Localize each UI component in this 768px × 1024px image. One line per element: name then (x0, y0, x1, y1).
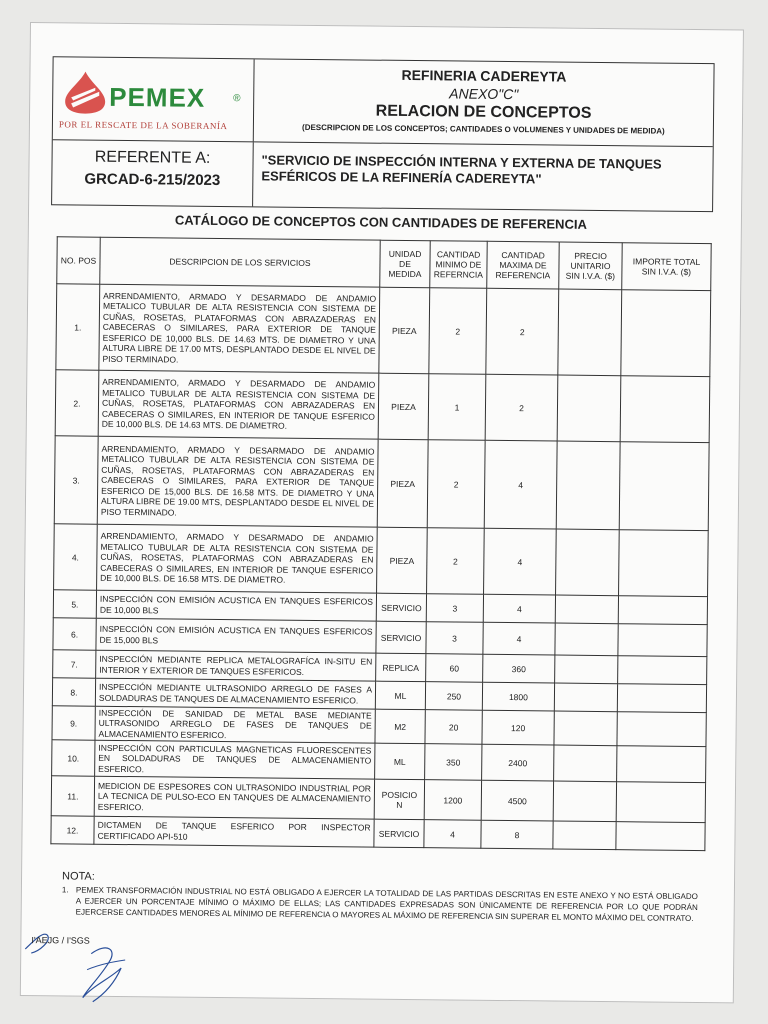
row-price (553, 821, 616, 850)
row-max: 2 (485, 374, 558, 441)
col-header-price: PRECIO UNITARIO SIN I.V.A. ($) (559, 242, 622, 290)
row-no: 9. (52, 706, 95, 740)
reference-label: REFERENTE A: (94, 148, 211, 167)
pemex-drop-icon (61, 69, 109, 116)
row-total (616, 822, 705, 851)
row-total (616, 782, 705, 823)
row-price (554, 745, 617, 782)
col-header-min: CANTIDAD MINIMO DE REFERNCIA (430, 241, 487, 289)
row-max: 4 (483, 622, 555, 655)
row-desc: INSPECCIÓN CON PARTICULAS MAGNETICAS FLUORESCENTES EN SOLDADURAS DE TANQUES DE ALMACENAMIENTO ESFERICO. (95, 740, 375, 779)
row-no: 10. (52, 740, 95, 776)
row-max: 8 (481, 820, 553, 849)
row-price (557, 375, 621, 442)
handwritten-signature (21, 919, 152, 1010)
col-header-unit: UNIDAD DE MEDIDA (380, 240, 430, 288)
row-min: 1 (428, 374, 486, 441)
table-row (54, 436, 709, 531)
row-no: 12. (51, 816, 94, 844)
row-unit: PIEZA (377, 439, 428, 528)
notes-section (62, 871, 698, 924)
row-total (617, 712, 706, 747)
row-desc: ARRENDAMIENTO, ARMADO Y DESARMADO DE ANDAMIO METALICO TUBULAR DE ALTA RESISTENCIA CON SISTEMA DE CUÑAS, ROSETAS, PLATAFORMAS CON ABRAZADERAS EN CABECERAS O SIMILARES, PARA EXTERIOR DE TANQUE ESFERICO DE 15,000 BLS. DE 16.58 MTS. DE DIAMETRO Y UNA ALTURA LIBRE DE 19.00 MTS, DESPLANTADO DESDE EL NIVEL DE PISO TERMINADO. (97, 436, 378, 527)
row-total (617, 684, 706, 713)
document-header (51, 56, 715, 212)
row-unit: SERVICIO (376, 621, 426, 654)
concepts-subtitle: (DESCRIPCION DE LOS CONCEPTOS; CANTIDADES O VOLUMENES Y UNIDADES DE MEDIDA) (302, 122, 665, 136)
table-row (51, 776, 705, 823)
row-total (619, 530, 709, 597)
row-no: 8. (52, 678, 95, 706)
row-max: 120 (482, 710, 554, 745)
row-max: 2400 (482, 744, 554, 781)
row-min: 350 (425, 744, 482, 781)
reference-code: GRCAD-6-215/2023 (84, 170, 221, 190)
row-max: 2 (486, 288, 559, 375)
row-unit: REPLICA (376, 653, 426, 682)
table-row (55, 370, 710, 443)
row-min: 2 (427, 528, 485, 595)
table-row (54, 524, 709, 597)
row-total (618, 656, 707, 685)
row-price (555, 595, 618, 624)
row-no: 7. (53, 650, 96, 678)
table-row (51, 816, 705, 851)
row-min: 4 (424, 820, 481, 849)
row-no: 4. (54, 524, 98, 590)
row-price (553, 781, 616, 822)
notes-heading: NOTA: (61, 870, 95, 883)
row-desc: ARRENDAMIENTO, ARMADO Y DESARMADO DE ANDAMIO METALICO TUBULAR DE ALTA RESISTENCIA CON SISTEMA DE CUÑAS, ROSETAS, PLATAFORMAS CON ABRAZADERAS EN CABECERAS O SIMILARES, EN INTERIOR DE TANQUE ESFERICO DE 10,000 BLS. DE 14.63 MTS. DE DIAMETRO. (98, 370, 379, 439)
row-unit: POSICIO N (374, 779, 424, 820)
row-no: 6. (53, 618, 96, 650)
row-max: 4 (484, 528, 557, 595)
row-unit: PIEZA (377, 527, 428, 594)
row-total (618, 624, 707, 657)
row-total (621, 290, 711, 377)
row-desc: ARRENDAMIENTO, ARMADO Y DESARMADO DE ANDAMIO METALICO TUBULAR DE ALTA RESISTENCIA CON SISTEMA DE CUÑAS, ROSETAS, PLATAFORMAS CON ABRAZADERAS EN CABECERAS O SIMILARES, EN INTERIOR DE TANQUE ESFERICO DE 10,000 BLS. DE 16.58 MTS. DE DIAMETRO. (97, 524, 378, 593)
row-unit: PIEZA (379, 287, 430, 374)
row-min: 2 (429, 288, 487, 375)
pemex-logo-text: PEMEX (109, 81, 206, 113)
note-number: 1. (61, 885, 69, 895)
pemex-logo (53, 57, 255, 141)
row-min: 3 (426, 622, 483, 655)
concepts-title: RELACION DE CONCEPTOS (375, 102, 592, 122)
row-price (555, 623, 618, 656)
catalog-title: CATÁLOGO DE CONCEPTOS CON CANTIDADES DE REFERENCIA (174, 212, 587, 232)
row-desc: ARRENDAMIENTO, ARMADO Y DESARMADO DE ANDAMIO METALICO TUBULAR DE ALTA RESISTENCIA CON SISTEMA DE CUÑAS, ROSETAS, PLATAFORMAS CON ABRAZADERAS EN CABECERAS O SIMILARES, PARA EXTERIOR DE TANQUE ESFERICO DE 10,000 BLS. DE 14.63 MTS. DE DIAMETRO Y UNA ALTURA LIBRE DE 17.00 MTS, DESPLANTADO DESDE EL NIVEL DE PISO TERMINADO. (99, 284, 380, 373)
row-unit: PIEZA (378, 373, 429, 440)
row-price (558, 289, 622, 376)
row-unit: SERVICIO (376, 593, 426, 622)
row-min: 1200 (424, 780, 481, 821)
col-header-desc: DESCRIPCION DE LOS SERVICIOS (100, 237, 380, 287)
row-no: 2. (55, 370, 99, 436)
row-unit: SERVICIO (374, 819, 424, 848)
row-no: 5. (53, 590, 96, 618)
row-min: 3 (426, 594, 483, 623)
header-title-block (254, 59, 714, 146)
row-desc: INSPECCIÓN CON EMISIÓN ACUSTICA EN TANQUES ESFERICOS DE 15,000 BLS (96, 618, 376, 653)
row-price (554, 683, 617, 712)
note-text: PEMEX TRANSFORMACIÓN INDUSTRIAL NO ESTÁ OBLIGADO A EJERCER LA TOTALIDAD DE LAS PARTIDAS DESCRITAS EN ESTE ANEXO Y NO ESTÁ OBLIGADO A EJERCER UN PORCENTAJE MÍNIMO O MÁXIMO DE ELLAS; LAS CANTIDADES EXPRESADAS SON ÚNICAMENTE DE REFERENCIA POR LO QUE PODRÁN EJERCERSE CANTIDADES MENORES AL MÍNIMO DE REFERENCIA O MAYORES AL MÁXIMO DE REFERENCIA SIN SUPERAR EL MONTO MÁXIMO DEL CONTRATO. (75, 885, 698, 923)
row-unit: ML (375, 681, 425, 710)
refinery-title: REFINERIA CADEREYTA (401, 66, 567, 85)
row-price (556, 529, 620, 596)
table-header-row (57, 237, 711, 291)
row-max: 1800 (482, 682, 554, 711)
row-min: 20 (425, 710, 482, 745)
row-unit: ML (375, 743, 425, 780)
col-header-max: CANTIDAD MAXIMA DE REFERENCIA (487, 241, 559, 289)
row-no: 1. (56, 284, 100, 370)
annex-title: ANEXO"C" (449, 85, 519, 103)
col-header-total: IMPORTE TOTAL SIN I.V.A. ($) (622, 243, 711, 291)
row-max: 4500 (481, 780, 553, 821)
row-desc: INSPECCIÓN MEDIANTE REPLICA METALOGRAFÍCA IN-SITU EN INTERIOR Y EXTERIOR DE TANQUES ESFERICOS. (96, 650, 376, 681)
row-desc: DICTAMEN DE TANQUE ESFERICO POR INSPECTOR CERTIFICADO API-510 (94, 816, 374, 847)
row-desc: INSPECCIÓN MEDIANTE ULTRASONIDO ARREGLO DE FASES A SOLDADURAS DE TANQUES DE ALMACENAMIENTO ESFERICO. (95, 678, 375, 709)
row-min: 2 (427, 440, 485, 529)
row-unit: M2 (375, 709, 425, 744)
row-price (554, 711, 617, 746)
concepts-table (50, 236, 711, 851)
row-max: 4 (483, 594, 555, 623)
row-desc: MEDICION DE ESPESORES CON ULTRASONIDO INDUSTRIAL POR LA TECNICA DE PULSO-ECO EN TANQUES DE ALMACENAMIENTO ESFERICO. (94, 776, 374, 819)
row-total (620, 376, 710, 443)
row-min: 60 (426, 654, 483, 683)
row-total (619, 442, 709, 531)
service-description: "SERVICIO DE INSPECCIÓN INTERNA Y EXTERNA DE TANQUES ESFÉRICOS DE LA REFINERÍA CADEREYTA" (261, 152, 662, 187)
row-price (555, 655, 618, 684)
row-desc: INSPECCIÓN CON EMISIÓN ACUSTICA EN TANQUES ESFERICOS DE 10,000 BLS (96, 590, 376, 621)
registered-mark: ® (233, 93, 241, 105)
col-header-no: NO. POS (57, 237, 100, 284)
row-total (617, 746, 706, 783)
initials-footer: I'AEJG / I'SGS (31, 935, 90, 946)
row-total (618, 596, 707, 625)
row-max: 4 (484, 440, 557, 529)
row-min: 250 (425, 682, 482, 711)
document-page (20, 22, 744, 1003)
row-max: 360 (483, 654, 555, 683)
table-row (56, 284, 711, 377)
pemex-motto: POR EL RESCATE DE LA SOBERANÍA (58, 119, 228, 132)
row-no: 3. (54, 436, 98, 524)
reference-block (52, 140, 254, 206)
row-desc: INSPECCIÓN DE SANIDAD DE METAL BASE MEDIANTE ULTRASONIDO ARREGLO DE FASES DE TANQUES DE ALMACENAMIENTO ESFERICO. (95, 706, 375, 743)
row-price (556, 441, 620, 530)
row-no: 11. (51, 776, 94, 816)
note-item (62, 884, 698, 924)
